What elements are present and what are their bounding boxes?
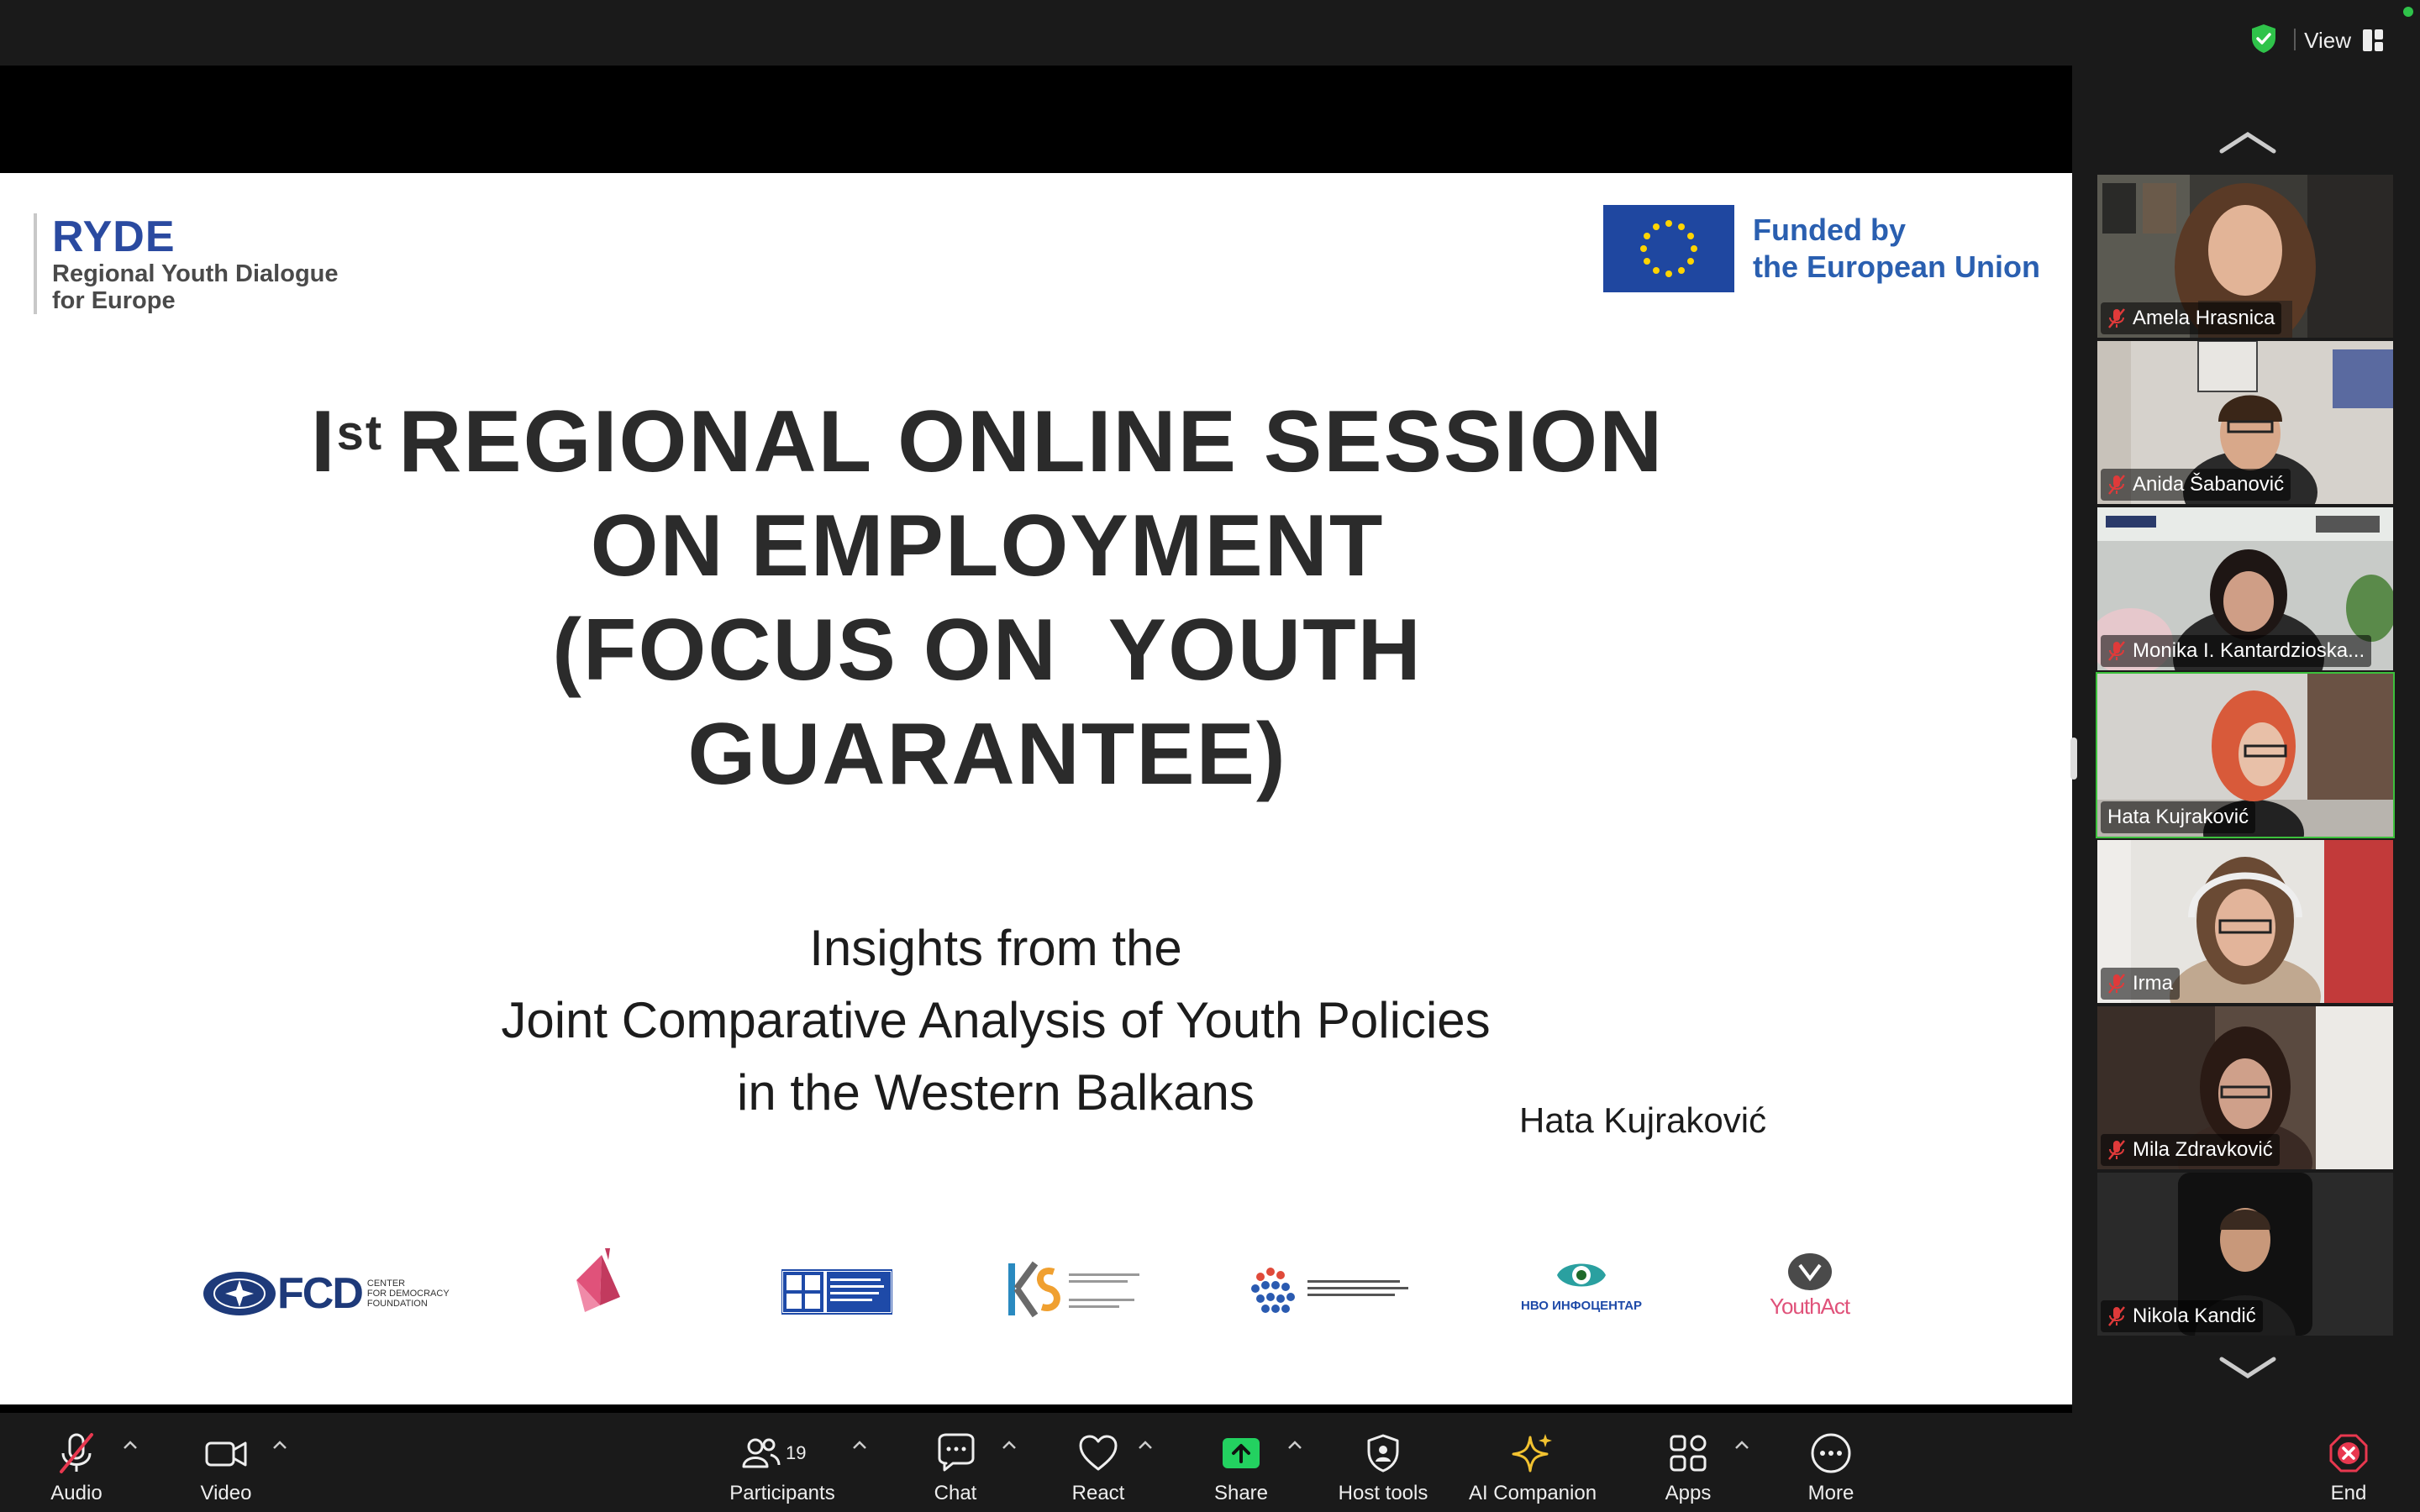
recording-indicator-dot	[2403, 7, 2413, 17]
ai-sparkle-icon	[1512, 1432, 1554, 1474]
share-screen-icon	[1221, 1436, 1261, 1470]
end-meeting-button[interactable]	[2311, 1413, 2386, 1512]
more-dots-icon	[1810, 1432, 1852, 1474]
academy-emblem-icon	[568, 1247, 635, 1329]
chat-button[interactable]	[918, 1413, 993, 1512]
fcd-logo	[202, 1268, 450, 1319]
nvo-emblem-icon	[1552, 1255, 1611, 1295]
ai-companion-button[interactable]	[1465, 1413, 1600, 1512]
fcd-text: FCD	[277, 1269, 362, 1318]
participant-namebar	[2101, 801, 2255, 833]
participant-name: Hata Kujraković	[2107, 806, 2249, 828]
headline-number: I	[310, 393, 337, 491]
network-emblem-icon	[1244, 1260, 1412, 1324]
apps-button[interactable]	[1650, 1413, 1726, 1512]
muted-microphone-icon	[2107, 973, 2126, 995]
academy-logo	[568, 1247, 635, 1329]
kosovo-stability-logo	[1005, 1255, 1148, 1322]
muted-microphone-icon	[2107, 640, 2126, 662]
eu-text-line1: Funded by	[1753, 213, 1906, 247]
nvo-text: НВО ИНФОЦЕНТАР	[1521, 1299, 1643, 1313]
ryde-title: RYDE	[52, 213, 176, 261]
ai-companion-label: AI Companion	[1468, 1482, 1597, 1504]
muted-microphone-icon	[56, 1431, 97, 1475]
view-label: View	[2304, 27, 2351, 53]
apps-options-caret-icon[interactable]	[1733, 1438, 1751, 1452]
headline-ordinal: st	[336, 406, 384, 460]
top-bar	[0, 0, 2420, 66]
ryde-logo	[34, 213, 339, 314]
react-label: React	[1071, 1482, 1125, 1504]
audio-options-caret-icon[interactable]	[121, 1438, 139, 1452]
muted-microphone-icon	[2107, 474, 2126, 496]
aien-emblem-icon	[781, 1268, 892, 1315]
ryde-subtitle-line2: for Europe	[52, 287, 176, 314]
nvo-infocentar-logo	[1521, 1255, 1642, 1313]
eu-funding-badge	[1603, 205, 2040, 292]
more-button[interactable]	[1793, 1413, 1869, 1512]
shared-screen	[0, 66, 2072, 1413]
headline-line1: REGIONAL ONLINE SESSION	[398, 393, 1665, 491]
host-tools-label: Host tools	[1338, 1482, 1428, 1504]
network-progressive-initiatives-logo	[1244, 1260, 1412, 1324]
topbar-divider	[2294, 29, 2296, 50]
participant-namebar	[2101, 469, 2291, 501]
heart-icon	[1077, 1434, 1119, 1473]
chat-label: Chat	[934, 1482, 977, 1504]
participant-name: Anida Šabanović	[2133, 473, 2285, 496]
chat-options-caret-icon[interactable]	[1000, 1438, 1018, 1452]
participant-namebar	[2101, 1300, 2263, 1332]
participants-label: Participants	[729, 1482, 835, 1504]
participant-tile-active-speaker[interactable]	[2097, 674, 2393, 837]
video-button[interactable]	[188, 1413, 264, 1512]
youthact-text: YouthAct	[1770, 1294, 1850, 1319]
subtitle-line1: Insights from the	[809, 920, 1182, 976]
headline-line3: (FOCUS ON YOUTH	[552, 601, 1423, 699]
participant-namebar	[2101, 302, 2281, 334]
participants-options-caret-icon[interactable]	[850, 1438, 869, 1452]
audio-button[interactable]	[39, 1413, 114, 1512]
gallery-resize-handle[interactable]	[2070, 738, 2077, 780]
slide-subtitle	[0, 912, 1991, 1129]
slide-author: Hata Kujraković	[1519, 1100, 1767, 1140]
view-button[interactable]	[2304, 24, 2383, 57]
subtitle-line3: in the Western Balkans	[737, 1064, 1255, 1121]
scroll-up-chevron-icon[interactable]	[2217, 129, 2279, 155]
view-layout-icon	[2363, 29, 2383, 51]
fcd-small2: FOR DEMOCRACY	[366, 1289, 450, 1299]
participant-name: Amela Hrasnica	[2133, 307, 2275, 329]
fcd-small3: FOUNDATION	[366, 1299, 428, 1309]
slide-headline	[0, 390, 1975, 806]
participant-tile[interactable]	[2097, 507, 2393, 670]
participant-name: Nikola Kandić	[2133, 1305, 2256, 1327]
participant-name: Irma	[2133, 972, 2173, 995]
participant-gallery	[2072, 66, 2420, 1413]
end-label: End	[2330, 1482, 2367, 1504]
react-options-caret-icon[interactable]	[1136, 1438, 1155, 1452]
video-label: Video	[200, 1482, 252, 1504]
scroll-down-chevron-icon[interactable]	[2217, 1356, 2279, 1381]
apps-icon	[1668, 1433, 1708, 1473]
eu-flag-icon	[1603, 205, 1734, 292]
muted-microphone-icon	[2107, 1139, 2126, 1161]
share-options-caret-icon[interactable]	[1286, 1438, 1304, 1452]
participant-tile[interactable]	[2097, 341, 2393, 504]
subtitle-line2: Joint Comparative Analysis of Youth Policies	[501, 992, 1491, 1048]
presentation-slide	[0, 173, 2072, 1404]
headline-line4: GUARANTEE)	[687, 706, 1287, 803]
participant-namebar	[2101, 1134, 2280, 1166]
muted-microphone-icon	[2107, 307, 2126, 329]
eu-text-line2: the European Union	[1753, 249, 2040, 284]
end-close-icon	[2328, 1432, 2370, 1474]
aien-logo	[781, 1268, 892, 1315]
host-tools-button[interactable]	[1331, 1413, 1435, 1512]
participant-tile[interactable]	[2097, 1006, 2393, 1169]
ks-emblem-icon	[1005, 1255, 1148, 1322]
participant-name: Monika I. Kantardzioska...	[2133, 639, 2365, 662]
apps-label: Apps	[1665, 1482, 1712, 1504]
chat-bubble-icon	[934, 1433, 976, 1473]
youthact-logo	[1770, 1250, 1849, 1320]
participant-tile[interactable]	[2097, 840, 2393, 1003]
more-label: More	[1807, 1482, 1854, 1504]
participants-button[interactable]	[723, 1413, 842, 1512]
participant-namebar	[2101, 635, 2371, 667]
participant-namebar	[2101, 968, 2180, 1000]
participant-tile[interactable]	[2097, 175, 2393, 338]
youthact-emblem-icon	[1785, 1250, 1835, 1294]
headline-line2: ON EMPLOYMENT	[590, 497, 1385, 595]
share-label: Share	[1213, 1482, 1269, 1504]
share-button[interactable]	[1203, 1413, 1279, 1512]
audio-label: Audio	[50, 1482, 103, 1504]
react-button[interactable]	[1060, 1413, 1136, 1512]
participants-icon	[740, 1435, 781, 1472]
ryde-subtitle-line1: Regional Youth Dialogue	[52, 260, 339, 287]
participant-name: Mila Zdravković	[2133, 1138, 2273, 1161]
host-shield-icon	[1365, 1433, 1401, 1473]
video-options-caret-icon[interactable]	[271, 1438, 289, 1452]
muted-microphone-icon	[2107, 1305, 2126, 1327]
meeting-toolbar	[0, 1413, 2420, 1512]
video-camera-icon	[203, 1436, 249, 1470]
participant-tile[interactable]	[2097, 1173, 2393, 1336]
fcd-emblem-icon	[202, 1270, 277, 1317]
shield-check-icon[interactable]	[2247, 22, 2281, 55]
fcd-small1: CENTER	[366, 1278, 406, 1289]
participants-count: 19	[786, 1442, 807, 1463]
partner-logos	[193, 1247, 1874, 1339]
